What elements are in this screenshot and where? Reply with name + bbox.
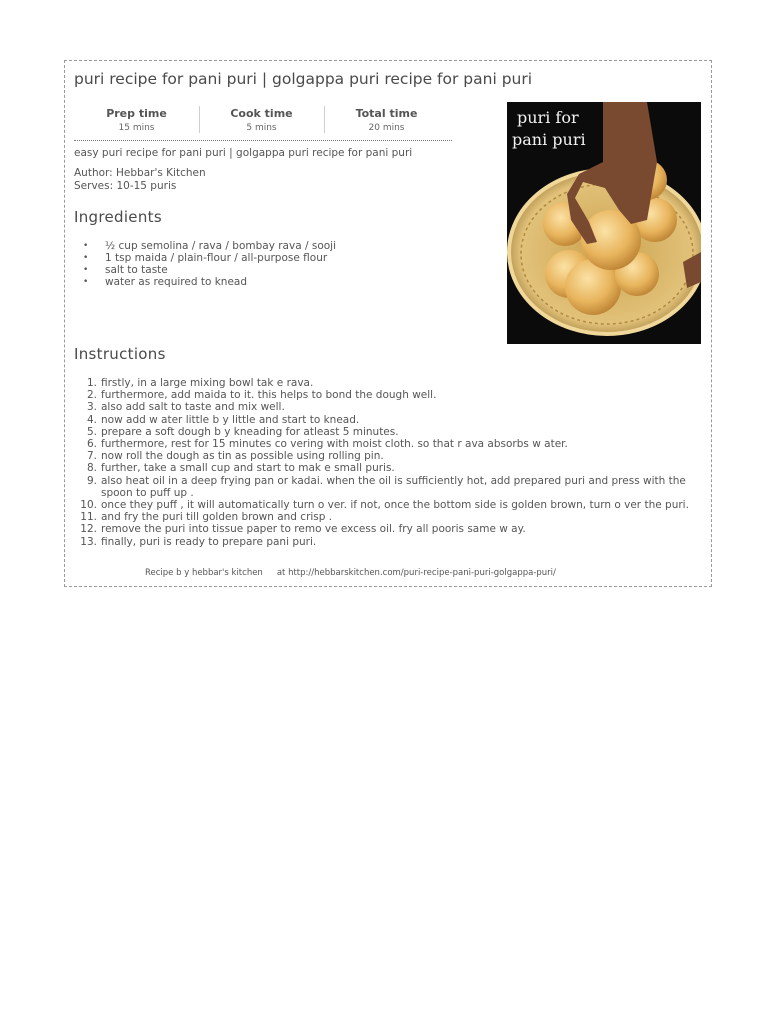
instruction-step: 12. remove the puri into tissue paper to remo ve excess oil. fry all pooris same w ay. [80, 523, 526, 536]
recipe-photo [507, 102, 701, 344]
footer-url[interactable]: at http://hebbarskitchen.com/puri-recipe-pani-puri-golgappa-puri/ [276, 568, 556, 578]
ingredients-heading: Ingredients [74, 208, 162, 226]
ingredient-item: • 1 tsp maida / plain-flour / all-purpose flour [83, 252, 336, 264]
instructions-list [74, 377, 694, 548]
instruction-step: 3. also add salt to taste and mix well. [86, 401, 285, 414]
recipe-meta [74, 167, 206, 193]
cook-time-value: 5 mins [246, 123, 277, 133]
ingredient-item: • water as required to knead [83, 276, 336, 288]
recipe-serves: Serves: 10-15 puris [74, 180, 177, 192]
cook-time-label: Cook time [230, 107, 293, 120]
instructions-heading: Instructions [74, 345, 166, 363]
prep-time [74, 104, 199, 140]
recipe-title: puri recipe for pani puri | golgappa puri recipe for pani puri [74, 70, 533, 88]
photo-caption-line1: puri for [517, 108, 579, 127]
instruction-step: 7. now roll the dough as tin as possible using rolling pin. [86, 450, 384, 463]
instruction-step: 10. once they puff , it will automatically turn o ver. if not, once the bottom side is golden brown, turn o ver the puri. [80, 499, 689, 512]
recipe-times [74, 104, 452, 141]
cook-time [199, 104, 324, 140]
recipe-card [64, 60, 712, 587]
recipe-summary: easy puri recipe for pani puri | golgappa puri recipe for pani puri [74, 147, 413, 159]
total-time [324, 104, 449, 140]
photo-caption-line2: pani puri [512, 130, 586, 149]
instruction-step: 5. prepare a soft dough b y kneading for atleast 5 minutes. [86, 425, 399, 438]
instruction-step: 4. now add w ater little b y little and start to knead. [86, 413, 360, 426]
recipe-footer [145, 568, 556, 578]
prep-time-label: Prep time [106, 107, 167, 120]
instruction-step: 9. also heat oil in a deep frying pan or kadai. when the oil is sufficiently hot, add prepared puri and press with the spoon to puff up . [86, 474, 686, 499]
recipe-author: Author: Hebbar's Kitchen [74, 167, 206, 179]
ingredient-item: • ½ cup semolina / rava / bombay rava / sooji [83, 240, 336, 252]
instruction-step: 13. finally, puri is ready to prepare pani puri. [80, 535, 317, 548]
instruction-step: 2. furthermore, add maida to it. this helps to bond the dough well. [86, 389, 437, 402]
instruction-step: 6. furthermore, rest for 15 minutes co vering with moist cloth. so that r ava absorbs w ater. [86, 438, 568, 451]
total-time-value: 20 mins [368, 123, 405, 133]
instruction-step: 1. firstly, in a large mixing bowl tak e rava. [86, 377, 314, 389]
prep-time-value: 15 mins [118, 123, 155, 133]
footer-credit: Recipe b y hebbar's kitchen [145, 568, 263, 578]
total-time-label: Total time [355, 107, 418, 120]
instruction-step: 8. further, take a small cup and start to mak e small puris. [86, 462, 395, 475]
instruction-step: 11. and fry the puri till golden brown and crisp . [80, 511, 333, 524]
ingredient-item: • salt to taste [83, 264, 336, 276]
ingredients-list [83, 240, 336, 288]
